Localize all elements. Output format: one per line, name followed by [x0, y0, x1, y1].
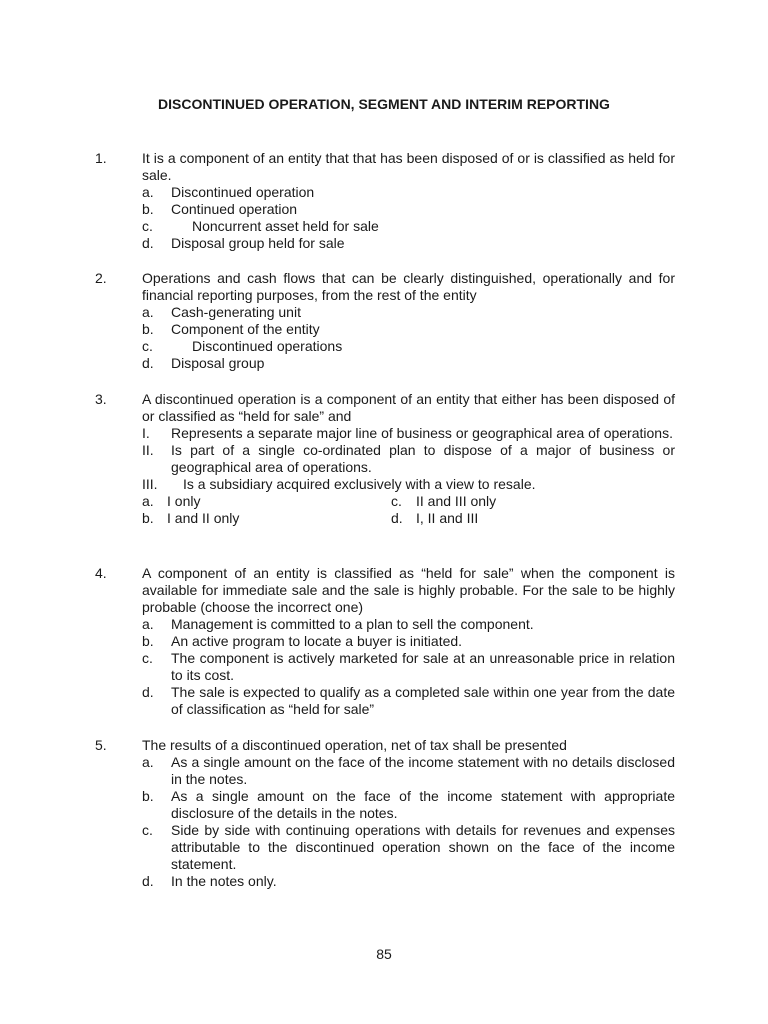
option-label: a.	[142, 184, 154, 200]
option-text: An active program to locate a buyer is initiated.	[171, 633, 463, 649]
option-b	[142, 788, 675, 822]
option-label: c.	[142, 338, 153, 354]
option-label: a.	[142, 493, 154, 509]
question-number: 1.	[95, 150, 107, 166]
option-b	[142, 321, 675, 338]
option-text: As a single amount on the face of the income statement with appropriate disclosure of the details in the notes.	[171, 788, 675, 821]
option-label: c.	[142, 822, 153, 838]
question-stem: It is a component of an entity that that has been disposed of or is classified as held for sale.	[142, 150, 675, 183]
page-title: DISCONTINUED OPERATION, SEGMENT AND INTERIM REPORTING	[158, 96, 610, 112]
option-d	[142, 873, 675, 890]
option-label: b.	[142, 633, 154, 649]
option-text: Side by side with continuing operations with details for revenues and expenses attributable to the discontinued operation shown on the face of the income statement.	[171, 822, 675, 872]
option-label: b.	[142, 201, 154, 217]
question-stem: A component of an entity is classified as “held for sale” when the component is available for immediate sale and the sale is highly probable. For the sale to be highly probable (choose the incorrect one)	[142, 565, 675, 615]
option-label: c.	[142, 650, 153, 666]
statement-text: Is part of a single co-ordinated plan to dispose of a major of business or geographical area of operations.	[171, 442, 675, 475]
question-stem: A discontinued operation is a component of an entity that either has been disposed of or classified as “held for sale” and	[142, 391, 675, 424]
option-text: In the notes only.	[171, 873, 277, 889]
option-label: d.	[142, 873, 154, 889]
option-text: II and III only	[416, 493, 497, 509]
option-text: Component of the entity	[171, 321, 320, 337]
options-row-2	[142, 510, 675, 527]
option-d	[142, 684, 675, 718]
option-b	[142, 510, 391, 527]
option-text: The sale is expected to qualify as a completed sale within one year from the date of classification as “held for sale”	[171, 684, 675, 717]
statement-label: III.	[142, 476, 158, 492]
option-text: I only	[167, 493, 201, 509]
question-2	[95, 270, 675, 372]
option-d	[142, 235, 675, 252]
option-label: d.	[142, 355, 154, 371]
option-text: Disposal group held for sale	[171, 235, 345, 251]
option-label: c.	[142, 218, 153, 234]
option-text: Discontinued operations	[192, 338, 343, 354]
option-text: Noncurrent asset held for sale	[192, 218, 379, 234]
option-text: As a single amount on the face of the income statement with no details disclosed in the notes.	[171, 754, 675, 787]
option-label: b.	[142, 321, 154, 337]
option-label: d.	[142, 235, 154, 251]
option-text: I, II and III	[416, 510, 479, 526]
statement-3	[142, 476, 675, 493]
option-label: a.	[142, 754, 154, 770]
option-text: Management is committed to a plan to sell the component.	[171, 616, 534, 632]
option-label: c.	[391, 493, 402, 509]
question-3	[95, 391, 675, 527]
option-a	[142, 616, 675, 633]
option-text: I and II only	[167, 510, 240, 526]
question-number: 4.	[95, 565, 107, 581]
question-1	[95, 150, 675, 252]
statement-text: Is a subsidiary acquired exclusively with a view to resale.	[183, 476, 536, 492]
option-c	[142, 822, 675, 873]
option-label: b.	[142, 788, 154, 804]
option-label: a.	[142, 616, 154, 632]
statement-label: II.	[142, 442, 154, 458]
page-number: 85	[376, 946, 392, 962]
option-a	[142, 493, 391, 510]
option-b	[142, 201, 675, 218]
option-c	[142, 338, 675, 355]
question-stem: Operations and cash flows that can be clearly distinguished, operationally and for financial reporting purposes, from the rest of the entity	[142, 270, 675, 303]
statement-2	[142, 442, 675, 476]
option-b	[142, 633, 675, 650]
question-4	[95, 565, 675, 718]
option-label: a.	[142, 304, 154, 320]
question-5	[95, 737, 675, 890]
option-text: Continued operation	[171, 201, 298, 217]
option-a	[142, 304, 675, 321]
question-number: 2.	[95, 270, 107, 286]
statement-text: Represents a separate major line of business or geographical area of operations.	[171, 425, 673, 441]
statement-1	[142, 425, 675, 442]
option-label: d.	[142, 684, 154, 700]
option-label: d.	[391, 510, 403, 526]
option-a	[142, 184, 675, 201]
question-number: 3.	[95, 391, 107, 407]
option-text: Cash-generating unit	[171, 304, 301, 320]
option-text: Disposal group	[171, 355, 265, 371]
option-d	[142, 355, 675, 372]
option-c	[391, 493, 640, 510]
question-number: 5.	[95, 737, 107, 753]
option-text: Discontinued operation	[171, 184, 315, 200]
option-a	[142, 754, 675, 788]
options-row-1	[142, 493, 675, 510]
statement-label: I.	[142, 425, 150, 441]
option-d	[391, 510, 640, 527]
option-c	[142, 650, 675, 684]
question-stem: The results of a discontinued operation, net of tax shall be presented	[142, 737, 567, 753]
option-c	[142, 218, 675, 235]
option-label: b.	[142, 510, 154, 526]
option-text: The component is actively marketed for sale at an unreasonable price in relation to its cost.	[171, 650, 675, 683]
